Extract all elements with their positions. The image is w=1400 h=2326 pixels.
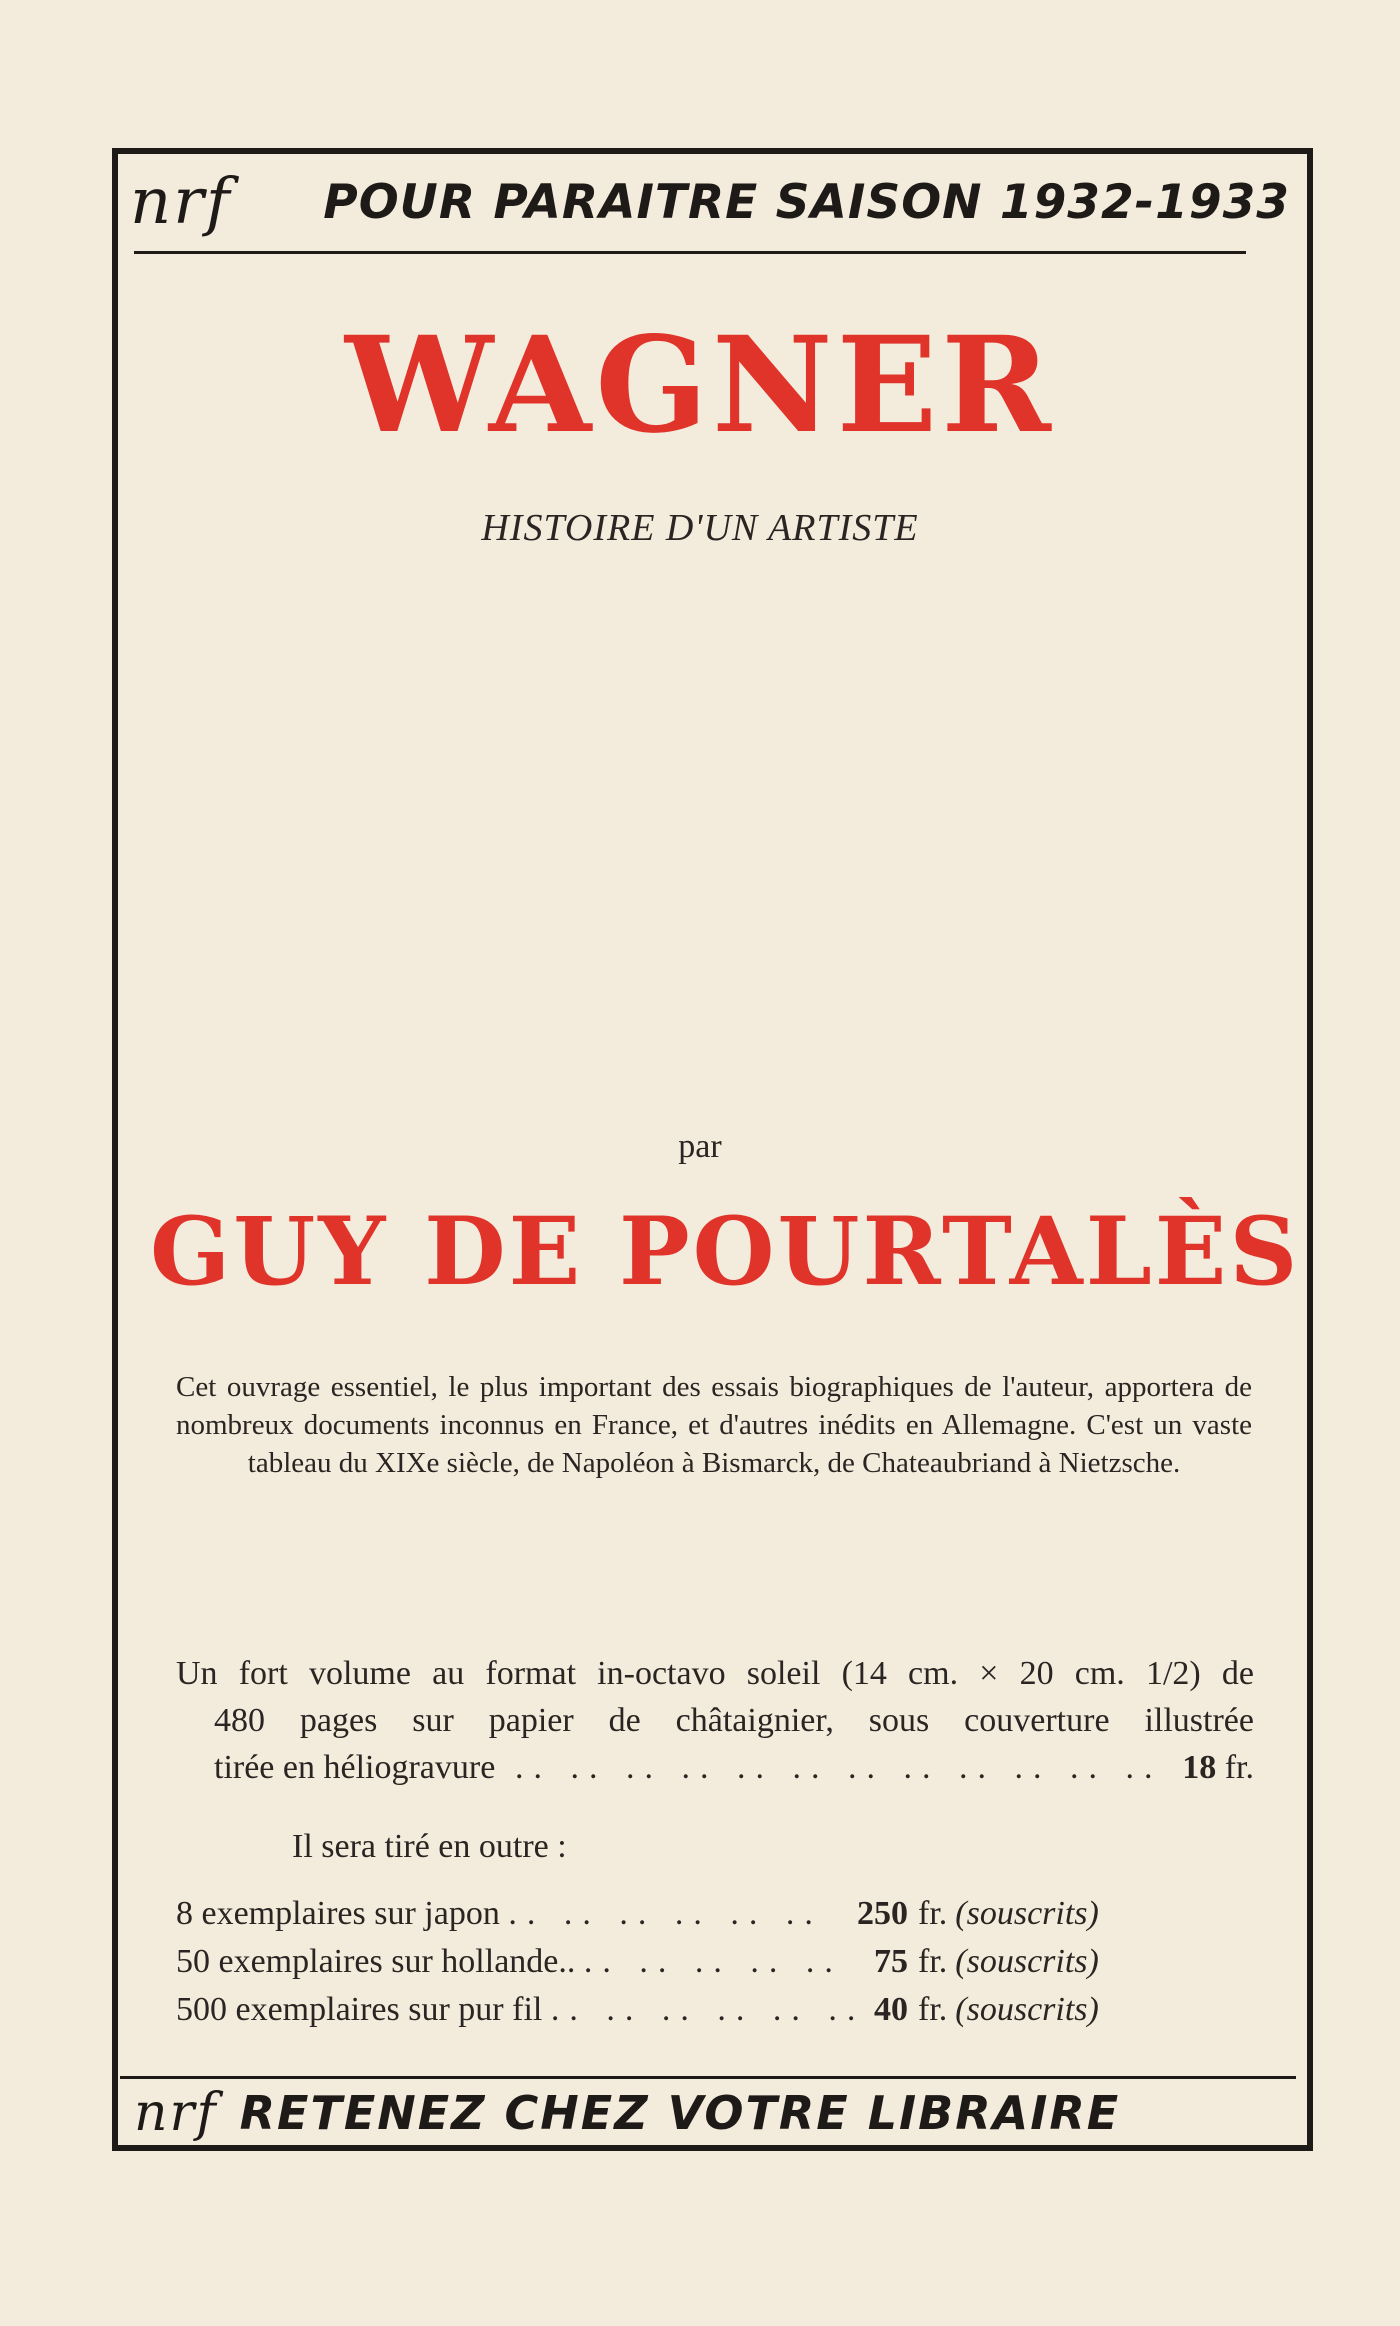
edition-price: 40 xyxy=(874,1991,908,2028)
edition-row xyxy=(176,1938,1258,1986)
header-rule xyxy=(134,251,1246,254)
book-title: WAGNER xyxy=(345,308,1055,463)
special-editions-list xyxy=(176,1890,1258,2034)
edition-price: 250 xyxy=(857,1895,908,1932)
author-name: GUY DE POURTALÈS xyxy=(150,1197,1301,1307)
edition-unit: fr. xyxy=(918,1895,948,1932)
edition-note: (souscrits) xyxy=(955,1943,1099,1980)
footer-call-to-action: RETENEZ CHEZ VOTRE LIBRAIRE xyxy=(239,2086,1121,2140)
edition-row xyxy=(176,1986,1258,2034)
edition-unit: fr. xyxy=(918,1943,948,1980)
regular-price xyxy=(1182,1744,1254,1791)
regular-price-value: 18 xyxy=(1182,1749,1217,1786)
edition-note: (souscrits) xyxy=(955,1895,1099,1932)
edition-label: 8 exemplaires sur japon .. .. .. .. .. .. xyxy=(176,1895,823,1932)
footer xyxy=(134,2082,1264,2144)
dot-leader: .. .. .. .. .. .. .. .. .. .. .. .. xyxy=(515,1749,1163,1786)
format-line-2: 480 pages sur papier de châtaignier, sous couverture illustrée xyxy=(214,1702,1254,1739)
format-line-3 xyxy=(176,1744,1254,1791)
by-line: par xyxy=(678,1128,722,1165)
edition-note: (souscrits) xyxy=(955,1991,1099,2028)
regular-price-unit: fr. xyxy=(1224,1749,1254,1786)
header xyxy=(130,162,1290,242)
edition-price: 75 xyxy=(874,1943,908,1980)
edition-row xyxy=(176,1890,1258,1938)
format-line-1: Un fort volume au format in-octavo soleil (14 cm. × 20 cm. 1/2) de xyxy=(176,1655,1254,1692)
header-announcement: POUR PARAITRE SAISON 1932-1933 xyxy=(323,174,1290,230)
format-details xyxy=(176,1650,1254,1791)
edition-label: 500 exemplaires sur pur fil .. .. .. .. .. .. xyxy=(176,1991,866,2028)
book-description: Cet ouvrage essentiel, le plus important des essais biographiques de l'auteur, apportera de nombreux documents inconnus en France, et d'autres inédits en Allemagne. C'est un vaste tableau du XIXe siècle, de Napoléon à Bismarck, de Chateaubriand à Nietzsche. xyxy=(176,1371,1252,1479)
edition-label: 50 exemplaires sur hollande.. .. .. .. .. .. xyxy=(176,1943,843,1980)
nrf-logo: nrf xyxy=(134,2083,218,2143)
format-line-3-text: tirée en héliogravure xyxy=(214,1749,496,1786)
editions-intro: Il sera tiré en outre : xyxy=(292,1828,567,1865)
edition-unit: fr. xyxy=(918,1991,948,2028)
book-subtitle: HISTOIRE D'UN ARTISTE xyxy=(481,507,919,549)
nrf-logo: nrf xyxy=(130,165,232,239)
footer-rule xyxy=(120,2076,1296,2079)
